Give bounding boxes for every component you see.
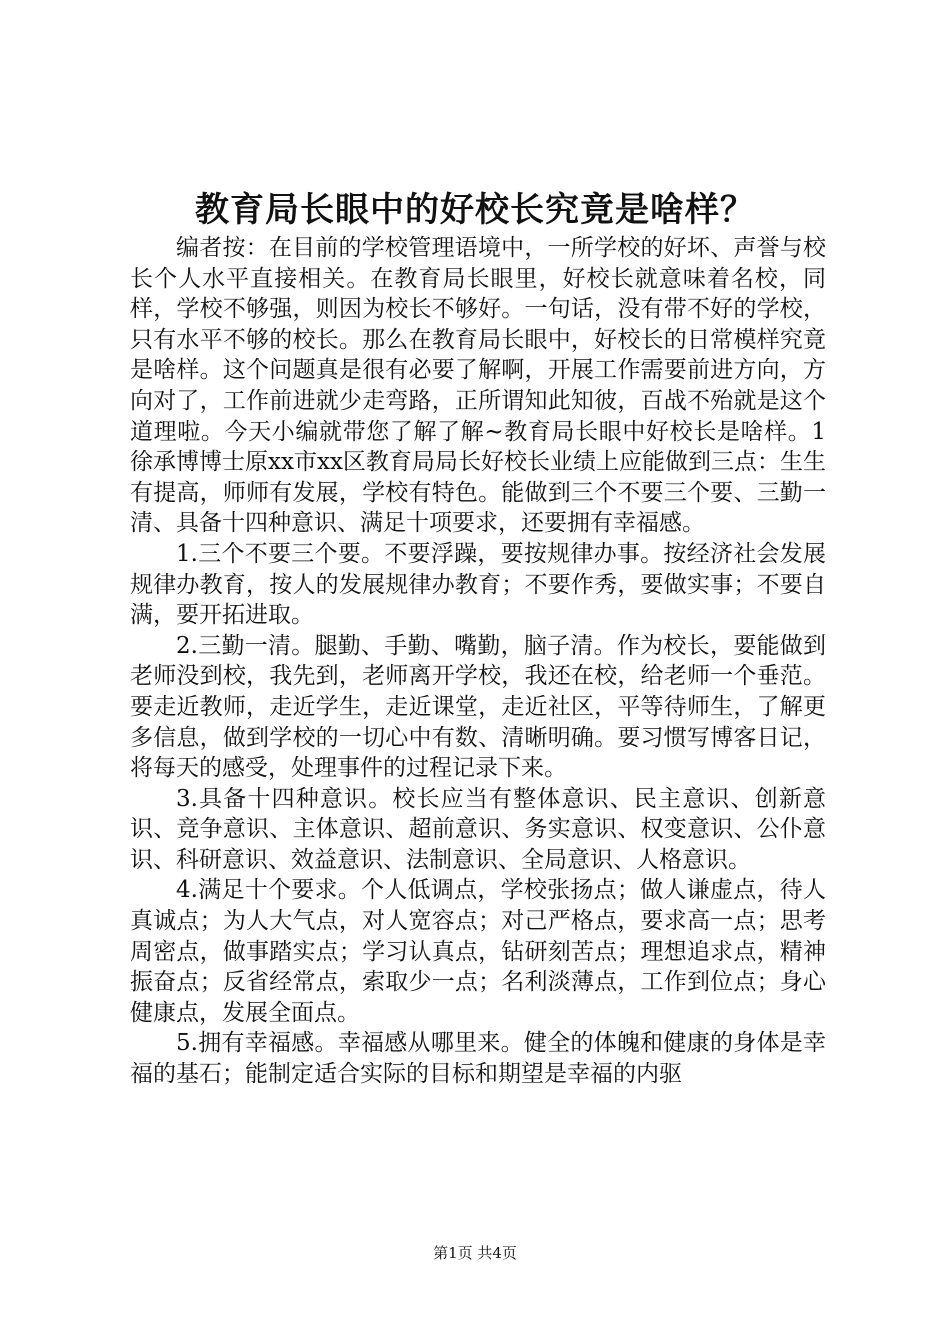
paragraph-item-1: 1.三个不要三个要。不要浮躁，要按规律办事。按经济社会发展规律办教育，按人的发展规律办教育；不要作秀，要做实事；不要自满，要开拓进取。 <box>130 540 826 629</box>
document-title: 教育局长眼中的好校长究竟是啥样？ <box>195 190 755 230</box>
paragraph-item-3: 3.具备十四种意识。校长应当有整体意识、民主意识、创新意识、竞争意识、主体意识、超前意识、务实意识、权变意识、公仆意识、科研意识、效益意识、法制意识、全局意识、人格意识。 <box>130 785 826 873</box>
document-body <box>130 233 826 1090</box>
page-number-footer: 第1页 共4页 <box>433 1244 517 1262</box>
paragraph-item-5: 5.拥有幸福感。幸福感从哪里来。健全的体魄和健康的身体是幸福的基石；能制定适合实际的目标和期望是幸福的内驱 <box>130 1030 826 1088</box>
paragraph-item-2: 2.三勤一清。腿勤、手勤、嘴勤，脑子清。作为校长，要能做到老师没到校，我先到，老师离开学校，我还在校，给老师一个垂范。要走近教师，走近学生，走近课堂，走近社区，平等待师生，了解更多信息，做到学校的一切心中有数、清晰明确。要习惯写博客日记，将每天的感受，处理事件的过程记录下来。 <box>130 632 826 782</box>
paragraph-editor-note: 编者按：在目前的学校管理语境中，一所学校的好坏、声誉与校长个人水平直接相关。在教育局长眼里，好校长就意味着名校，同样，学校不够强，则因为校长不够好。一句话，没有带不好的学校，只有水平不够的校长。那么在教育局长眼中，好校长的日常模样究竟是啥样。这个问题真是很有必要了解啊，开展工作需要前进方向，方向对了，工作前进就少走弯路，正所谓知此知彼，百战不殆就是这个道理啦。今天小编就带您了解了解~教育局长眼中好校长是啥样。1徐承博博士原xx市xx区教育局局长好校长业绩上应能做到三点：生生有提高，师师有发展，学校有特色。能做到三个不要三个要、三勤一清、具备十四种意识、满足十项要求，还要拥有幸福感。 <box>130 235 826 537</box>
paragraph-item-4: 4.满足十个要求。个人低调点，学校张扬点；做人谦虚点，待人真诚点；为人大气点，对人宽容点；对己严格点，要求高一点；思考周密点，做事踏实点；学习认真点，钻研刻苦点；理想追求点，精神振奋点；反省经常点，索取少一点；名利淡薄点，工作到位点；身心健康点，发展全面点。 <box>130 877 826 1026</box>
